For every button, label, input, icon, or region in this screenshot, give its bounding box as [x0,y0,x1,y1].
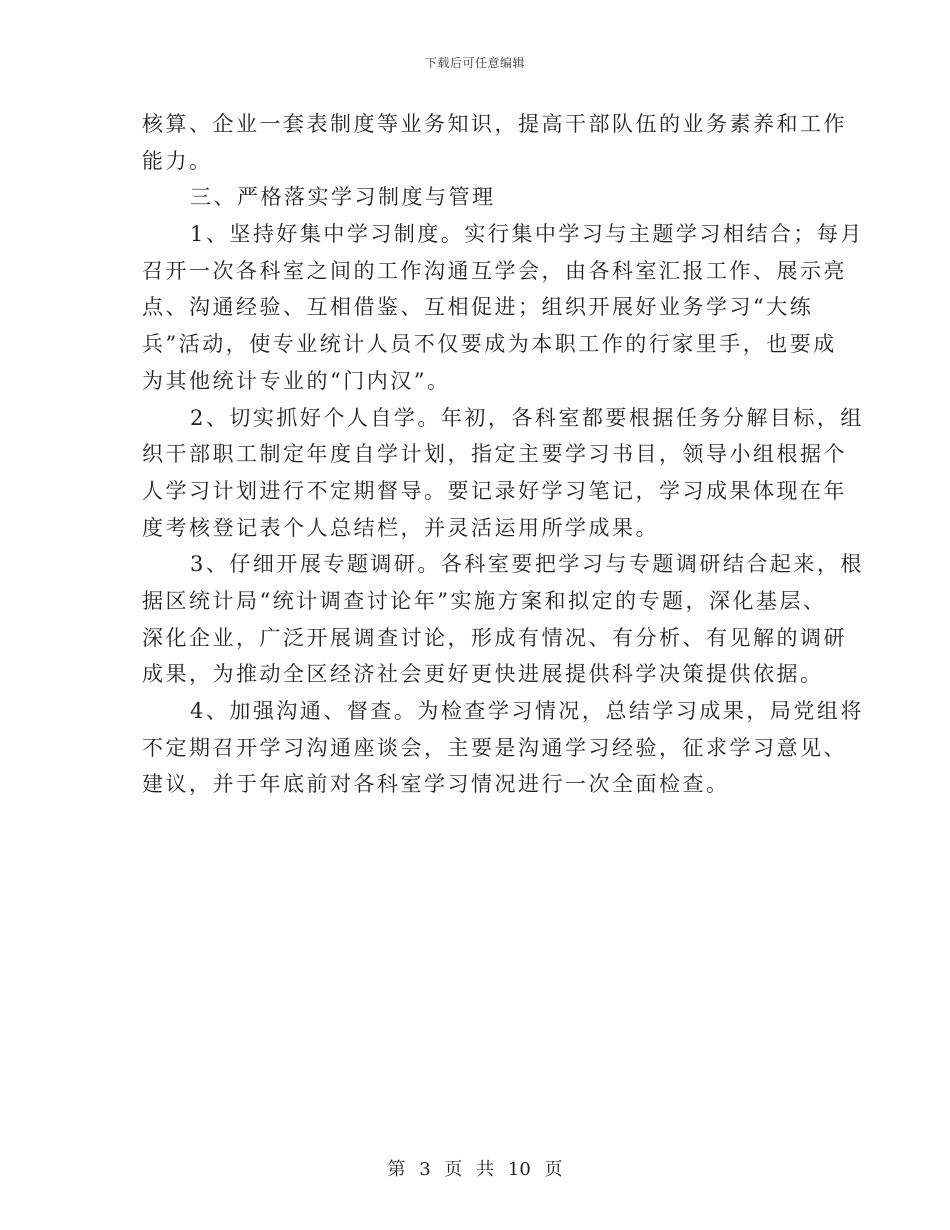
text-line: 为其他统计专业的“门内汉”。 [142,368,451,393]
text-line: 织干部职工制定年度自学计划，指定主要学习书目，领导小组根据个 [142,442,847,467]
text-line: 人学习计划进行不定期督导。要记录好学习笔记，学习成果体现在年 [142,478,847,503]
paragraph-start: 2、切实抓好个人自学。年初，各科室都要根据任务分解目标，组 [190,405,864,430]
text-line: 不定期召开学习沟通座谈会，主要是沟通学习经验，征求学习意见、 [142,735,847,760]
footer-total-label: 共 [476,1159,495,1180]
text-line: 能力。 [142,148,213,173]
footer-suffix: 页 [544,1159,563,1180]
section-heading: 三、严格落实学习制度与管理 [190,185,496,210]
total-pages: 10 [507,1159,531,1180]
page-number: 3 [419,1159,431,1180]
text-line: 核算、企业一套表制度等业务知识，提高干部队伍的业务素养和工作 [142,112,847,136]
text-line: 召开一次各科室之间的工作沟通互学会，由各科室汇报工作、展示亮 [142,258,847,283]
page-footer [0,1155,950,1181]
paragraph-start: 1、坚持好集中学习制度。实行集中学习与主题学习相结合；每月 [190,222,864,247]
text-line: 成果，为推动全区经济社会更好更快进展提供科学决策提供依据。 [142,662,824,687]
footer-prefix: 第 [387,1159,406,1180]
body-text [142,106,864,803]
header-note: 下载后可任意编辑 [424,56,525,70]
text-line: 据区统计局“统计调查讨论年”实施方案和拟定的专题，深化基层、 [142,588,827,613]
text-line: 建议，并于年底前对各科室学习情况进行一次全面检查。 [142,772,730,797]
text-line: 兵”活动，使专业统计人员不仅要成为本职工作的行家里手，也要成 [142,332,837,357]
text-line: 深化企业，广泛开展调查讨论，形成有情况、有分析、有见解的调研 [142,625,847,650]
text-line: 点、沟通经验、互相借鉴、互相促进；组织开展好业务学习“大练 [142,295,814,320]
paragraph-start: 4、加强沟通、督查。为检查学习情况，总结学习成果，局党组将 [190,699,864,723]
paragraph-start: 3、仔细开展专题调研。各科室要把学习与专题调研结合起来，根 [190,552,864,577]
footer-mid: 页 [444,1159,463,1180]
text-line: 度考核登记表个人总结栏，并灵活运用所学成果。 [142,515,659,540]
